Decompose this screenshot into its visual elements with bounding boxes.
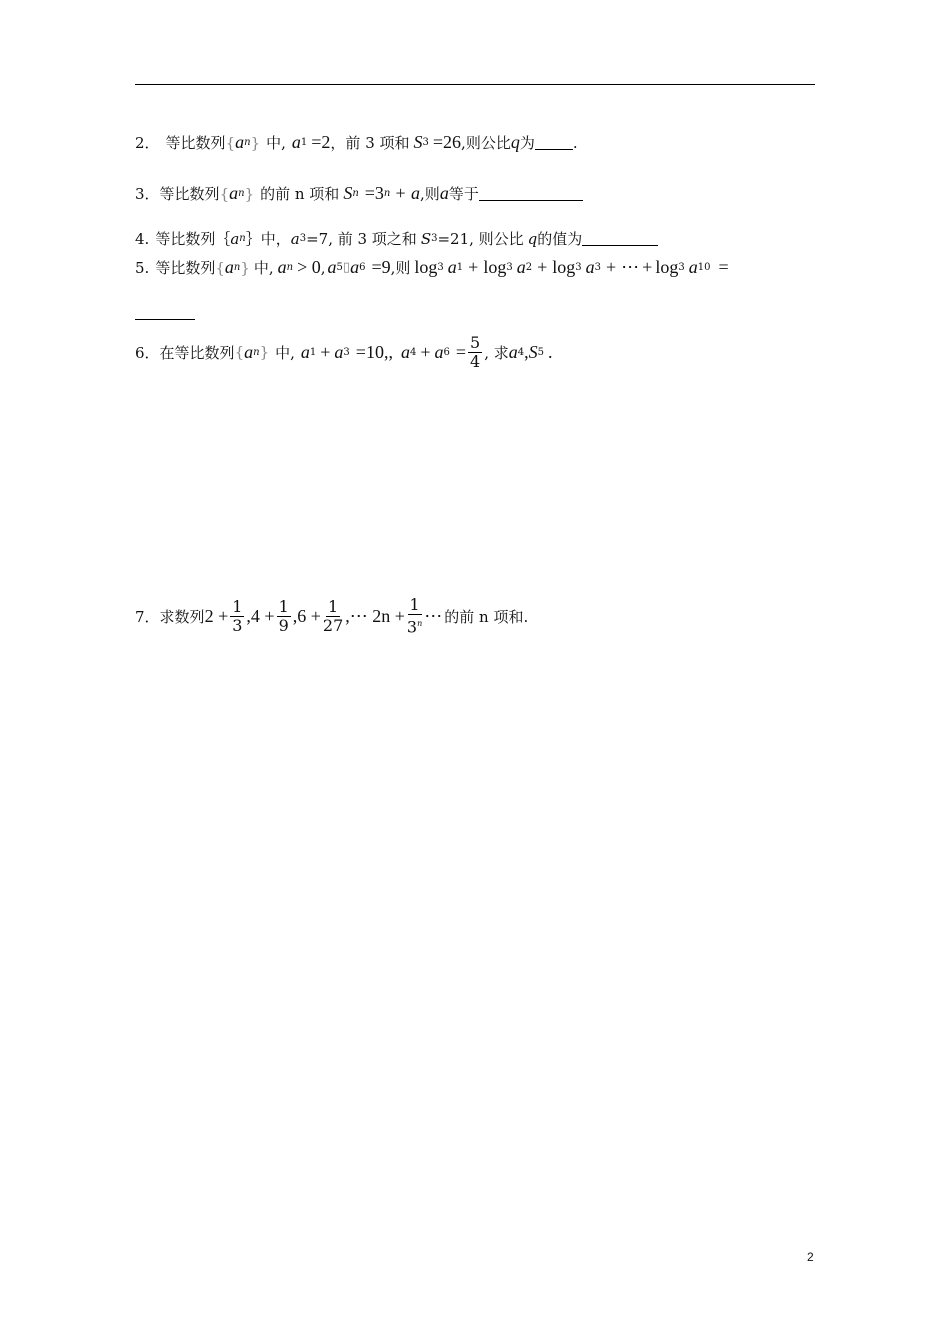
q3-seq-sub: n <box>238 188 245 199</box>
plus: + <box>537 257 548 277</box>
equals: = <box>455 341 467 362</box>
question-3 <box>135 183 583 204</box>
question-5 <box>135 257 729 278</box>
q7-frac1 <box>230 598 244 635</box>
q3-sn-sub: n <box>352 188 359 199</box>
frac-den-exp: n <box>417 618 423 628</box>
q2-seq: a <box>235 132 245 152</box>
brace-open: { <box>215 258 225 277</box>
q6-sep: , <box>388 341 393 362</box>
q4-a3: a <box>290 229 300 248</box>
q6-a1: a <box>300 341 310 362</box>
frac-den <box>407 615 422 636</box>
q4-a3-sub: 3 <box>299 233 307 244</box>
log-arg-sub: 3 <box>594 262 601 273</box>
frac-den: 3 <box>232 615 243 635</box>
q5-comma: , <box>320 258 326 277</box>
q2-number: 2． <box>135 134 160 152</box>
q2-a1-sub: 1 <box>300 137 308 148</box>
q5-a6: a <box>350 257 360 277</box>
q5-a5: a <box>327 257 337 277</box>
q3-number: 3． <box>135 185 160 203</box>
q6-fraction <box>468 334 482 371</box>
log-arg: a <box>585 257 595 277</box>
log-arg: a <box>516 257 526 277</box>
q2-text3: ，前 3 项和 <box>330 134 410 152</box>
q7-frac4 <box>407 596 422 636</box>
q5-seq-sub: n <box>233 262 241 273</box>
q2-end: . <box>572 133 578 152</box>
q6-text2: 中, <box>275 343 295 362</box>
brace-close: } <box>250 133 261 152</box>
q2-text5: 为 <box>519 134 535 152</box>
q4-text3: =7, 前 3 项之和 <box>306 230 417 248</box>
q6-frac-num: 5 <box>470 332 481 352</box>
q5-text: 等比数列 <box>155 259 216 277</box>
q2-a1-value: =2 <box>311 132 331 152</box>
comma: , <box>524 341 529 362</box>
log: log <box>552 257 576 277</box>
q7-frac2 <box>277 598 291 635</box>
q7-term2: ,4 + <box>246 605 275 626</box>
q2-s3: S <box>413 132 423 152</box>
log-base: 3 <box>678 262 685 273</box>
q6-end: . <box>548 341 553 362</box>
frac-num: 1 <box>327 596 339 616</box>
brace-open: { <box>219 184 230 203</box>
log-base: 3 <box>506 262 513 273</box>
frac-den: 9 <box>278 615 289 635</box>
q6-ask-a4: a <box>508 341 518 362</box>
q5-product-value: =9 <box>371 257 391 277</box>
q2-text: 等比数列 <box>165 134 226 152</box>
q4-s3-sub: 3 <box>431 233 438 244</box>
brace-open: { <box>234 343 245 361</box>
q4-text5: 的值为 <box>537 230 583 248</box>
plus: + <box>642 257 653 277</box>
q3-answer-blank <box>479 186 583 201</box>
q3-text3: ,则 <box>420 185 440 203</box>
log-base: 3 <box>575 262 582 273</box>
q6-text3: , 求 <box>484 343 509 362</box>
q3-a: a <box>439 183 449 203</box>
q6-a3: a <box>334 341 344 362</box>
q6-a3-sub: 3 <box>343 346 350 358</box>
q3-seq: a <box>229 183 239 203</box>
q6-number: 6． <box>135 343 160 362</box>
q4-text4: =21, 则公比 <box>437 230 524 248</box>
q6-sum1-value: =10, <box>355 341 389 362</box>
q7-term4: ,⋯ 2n + <box>345 605 405 626</box>
q5-a5-sub: 5 <box>336 262 343 273</box>
frac-num: 1 <box>278 596 289 616</box>
frac-den-base: 3 <box>406 617 418 637</box>
q5-text4: ,则 <box>390 259 411 277</box>
q6-a4-sub: 4 <box>409 346 417 358</box>
q6-a1-sub: 1 <box>309 346 317 358</box>
q5-seq: a <box>224 257 234 277</box>
brace-close: } <box>244 184 255 203</box>
brace-open: { <box>225 133 236 152</box>
q3-eq: =3 <box>364 183 384 203</box>
q5-answer-blank <box>135 305 195 320</box>
q5-condition: > 0 <box>297 257 321 277</box>
question-4 <box>135 228 658 249</box>
frac-den: 27 <box>322 615 344 635</box>
q3-tail: + a <box>394 183 421 203</box>
question-6 <box>135 332 553 372</box>
q4-seq-sub: n <box>239 233 246 244</box>
log-arg-sub: 10 <box>697 262 711 273</box>
page-number: 2 <box>807 1250 814 1264</box>
q6-a6: a <box>434 341 444 362</box>
q4-seq: a <box>230 229 240 248</box>
q6-seq: a <box>244 341 254 362</box>
q6-ask-s5-sub: 5 <box>537 346 544 358</box>
q2-answer-blank <box>535 135 573 150</box>
q5-an: a <box>277 257 287 277</box>
q7-text2: 的前 n 项和. <box>444 607 529 626</box>
q6-ask-s5: S <box>528 341 538 362</box>
brace-close: } <box>240 258 250 277</box>
q5-number: 5. <box>135 258 150 277</box>
q3-text: 等比数列 <box>159 185 220 203</box>
plus: + <box>320 341 331 362</box>
q5-a6-sub: 6 <box>359 262 366 273</box>
q6-a4: a <box>400 341 410 362</box>
q4-number: 4. <box>135 229 150 248</box>
q2-q: q <box>510 132 520 152</box>
q4-answer-blank <box>582 231 658 246</box>
product-dot: ▯ <box>342 260 351 275</box>
plus: + <box>468 257 479 277</box>
q7-term1: 2 + <box>204 605 229 626</box>
q3-text4: 等于 <box>448 185 479 203</box>
q4-q: q <box>527 229 538 248</box>
q4-s3: S <box>420 229 432 248</box>
q3-text2: 的前 n 项和 <box>260 185 340 203</box>
header-rule <box>135 84 815 85</box>
frac-num: 1 <box>232 596 243 616</box>
log: log <box>483 257 507 277</box>
q2-text4: ,则公比 <box>461 134 511 152</box>
log: log <box>655 257 679 277</box>
q5-text2: 中, <box>253 259 274 277</box>
log-base: 3 <box>437 262 444 273</box>
log-arg-sub: 1 <box>456 262 464 273</box>
q7-text: 求数列 <box>159 607 205 626</box>
q6-text: 在等比数列 <box>159 343 235 362</box>
log-arg-sub: 2 <box>525 262 533 273</box>
q6-a6-sub: 6 <box>443 346 450 358</box>
q3-exp: n <box>383 188 391 199</box>
q2-text2: 中, <box>266 134 286 152</box>
q2-s3-value: =26 <box>432 132 462 152</box>
q2-a1: a <box>291 132 301 152</box>
q7-ellipsis: ⋯ <box>424 605 443 626</box>
q6-seq-sub: n <box>253 346 260 358</box>
log: log <box>414 257 438 277</box>
equals: = <box>718 257 729 277</box>
q3-sn: S <box>343 183 353 203</box>
q2-s3-sub: 3 <box>422 137 429 148</box>
ellipsis: ⋯ <box>621 257 640 277</box>
frac-num: 1 <box>409 594 420 614</box>
q6-frac-den: 4 <box>470 351 481 371</box>
q4-text2: ｝中， <box>245 230 291 248</box>
plus: + <box>420 341 431 362</box>
question-7 <box>135 595 528 637</box>
q4-text: 等比数列｛ <box>155 230 231 248</box>
log-arg: a <box>688 257 698 277</box>
q7-term3: ,6 + <box>292 605 321 626</box>
q7-number: 7． <box>135 607 160 626</box>
question-2 <box>135 132 578 153</box>
q5-an-sub: n <box>286 262 294 273</box>
plus: + <box>606 257 617 277</box>
q2-seq-sub: n <box>244 137 251 148</box>
log-arg: a <box>447 257 457 277</box>
q7-frac3 <box>323 598 343 635</box>
q6-ask-a4-sub: 4 <box>517 346 525 358</box>
brace-close: } <box>259 343 270 361</box>
